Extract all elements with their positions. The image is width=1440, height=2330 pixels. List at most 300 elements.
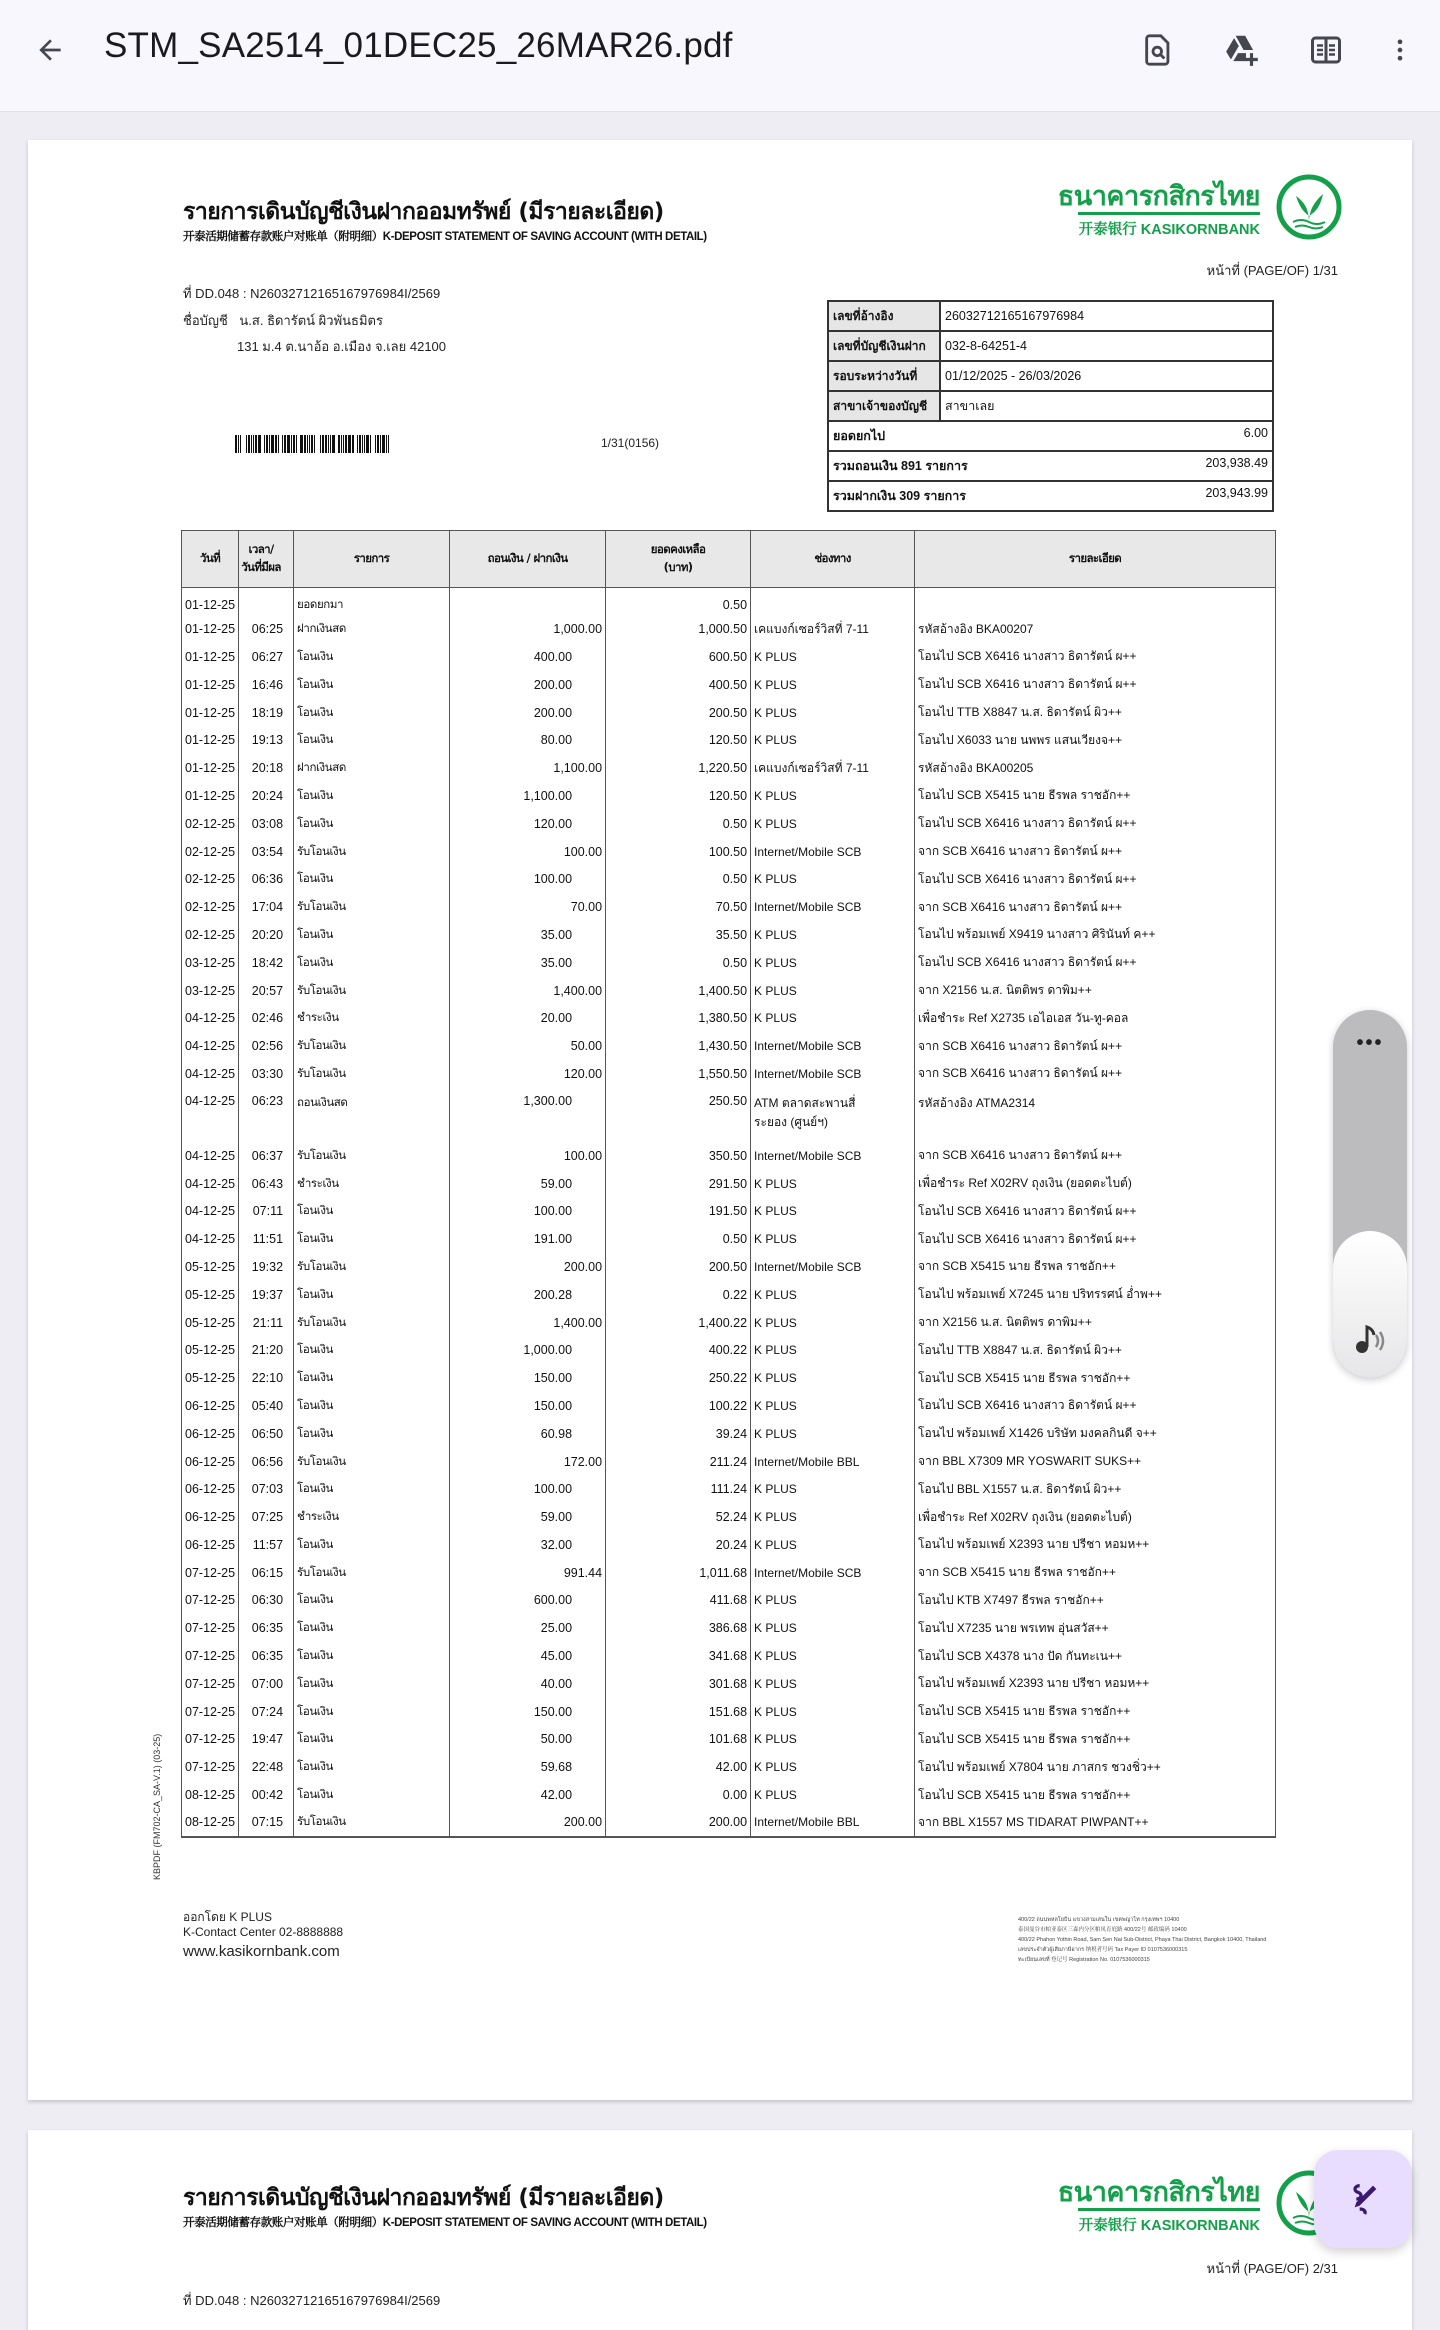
row-time: 19:13 (239, 726, 294, 754)
row-balance: 0.50 (606, 949, 751, 977)
row-time: 02:46 (239, 1004, 294, 1032)
row-amount (450, 810, 606, 838)
row-channel: K PLUS (751, 1503, 915, 1531)
row-amount (450, 1420, 606, 1448)
row-balance: 35.50 (606, 921, 751, 949)
row-channel: K PLUS (751, 1392, 915, 1420)
row-amount (450, 1364, 606, 1392)
row-channel: K PLUS (751, 865, 915, 893)
row-channel: K PLUS (751, 726, 915, 754)
withdraw-amount: 32.00 (540, 1537, 573, 1552)
summary-row-withdraw (828, 451, 1273, 481)
form-code: KBPDF (FM702-CA_SA-V.1) (03-25) (152, 1733, 162, 1880)
row-transaction-type: โอนเงิน (294, 949, 450, 977)
row-detail: จาก SCB X5415 นาย ธีรพล ราชอัก++ (915, 1559, 1276, 1587)
row-transaction-type: โอนเงิน (294, 726, 450, 754)
row-channel: K PLUS (751, 1726, 915, 1754)
address-line: ทะเบียนเลขที่ 登记号 Registration No. 0107536000315 (1018, 1957, 1150, 1963)
row-balance: 200.50 (606, 1253, 751, 1281)
row-transaction-type: โอนเงิน (294, 1642, 450, 1670)
table-row (182, 1726, 1276, 1754)
row-time: 22:10 (239, 1364, 294, 1392)
row-amount (450, 671, 606, 699)
page-indicator: หน้าที่ (PAGE/OF) 2/31 (1206, 2261, 1338, 2276)
row-date: 02-12-25 (182, 921, 239, 949)
table-row (182, 699, 1276, 727)
row-detail: โอนไป พร้อมเพย์ X7804 นาย ภาสกร ชวงชิ่ว++ (915, 1753, 1276, 1781)
withdraw-amount: 40.00 (540, 1676, 573, 1691)
withdraw-amount: 100.00 (533, 872, 573, 887)
row-time: 06:35 (239, 1642, 294, 1670)
kasikornbank-logo (1057, 2170, 1342, 2250)
barcode-bar (343, 435, 344, 453)
row-detail: รหัสอ้างอิง BKA00205 (915, 754, 1276, 782)
barcode-bar (377, 435, 379, 453)
row-amount (450, 588, 606, 616)
col-time-label: เวลา/ วันที่มีผล (241, 542, 281, 574)
ref-no-value: 26032712165167976984 (940, 301, 1273, 331)
row-date: 05-12-25 (182, 1336, 239, 1364)
row-transaction-type: ยอดยกมา (294, 588, 450, 616)
barcode-bar (284, 435, 286, 453)
row-time: 18:42 (239, 949, 294, 977)
row-detail: โอนไป SCB X5415 นาย ธีรพล ราชอัก++ (915, 1726, 1276, 1754)
row-amount (450, 1281, 606, 1309)
withdraw-amount: 150.00 (533, 1398, 573, 1413)
row-date: 07-12-25 (182, 1698, 239, 1726)
summary-row-period (828, 361, 1273, 391)
page-indicator: หน้าที่ (PAGE/OF) 1/31 (1206, 263, 1338, 278)
row-channel: K PLUS (751, 1170, 915, 1198)
row-amount (450, 838, 606, 866)
pdf-page-1 (28, 140, 1412, 2100)
row-balance: 211.24 (606, 1448, 751, 1476)
row-detail: จาก BBL X1557 MS TIDARAT PIWPANT++ (915, 1809, 1276, 1837)
table-row (182, 1336, 1276, 1364)
barcode-bar (330, 435, 331, 453)
row-time: 20:24 (239, 782, 294, 810)
barcode-bar (357, 435, 358, 453)
volume-slider[interactable] (1333, 1010, 1407, 1378)
row-amount (450, 726, 606, 754)
row-transaction-type: โอนเงิน (294, 865, 450, 893)
table-row (182, 643, 1276, 671)
row-date: 06-12-25 (182, 1420, 239, 1448)
row-detail: โอนไป SCB X6416 นางสาว ธิดารัตน์ ผ++ (915, 1225, 1276, 1253)
account-no-value: 032-8-64251-4 (940, 331, 1273, 361)
volume-more-icon[interactable]: ••• (1356, 1032, 1384, 1054)
more-vert-icon (1386, 33, 1414, 67)
row-amount (450, 643, 606, 671)
row-time: 06:36 (239, 865, 294, 893)
barcode-bar (388, 435, 389, 453)
barcode-bar (375, 435, 376, 453)
row-amount (450, 1642, 606, 1670)
row-amount (450, 1726, 606, 1754)
barcode-bar (380, 435, 381, 453)
row-balance: 101.68 (606, 1726, 751, 1754)
row-amount (450, 1392, 606, 1420)
row-channel: K PLUS (751, 1781, 915, 1809)
bank-name-thai: ธนาคารกสิกรไทย (1057, 181, 1260, 212)
back-button[interactable] (30, 30, 70, 70)
barcode-bar (296, 435, 297, 453)
row-detail: จาก SCB X6416 นางสาว ธิดารัตน์ ผ++ (915, 893, 1276, 921)
row-balance: 42.00 (606, 1753, 751, 1781)
row-transaction-type: โอนเงิน (294, 1531, 450, 1559)
row-balance: 1,430.50 (606, 1032, 751, 1060)
table-row (182, 1753, 1276, 1781)
account-holder-name: น.ส. ธิดารัตน์ ผิวพันธมิตร (239, 313, 383, 328)
row-balance: 411.68 (606, 1587, 751, 1615)
row-transaction-type: รับโอนเงิน (294, 838, 450, 866)
table-row (182, 1170, 1276, 1198)
row-time: 06:43 (239, 1170, 294, 1198)
barcode-bar (266, 435, 268, 453)
row-transaction-type: โอนเงิน (294, 1726, 450, 1754)
barcode-bar (293, 435, 295, 453)
withdraw-amount: 45.00 (540, 1649, 573, 1664)
row-detail: รหัสอ้างอิง BKA00207 (915, 615, 1276, 643)
transactions-body (182, 588, 1276, 1837)
save-to-drive-button[interactable] (1218, 26, 1266, 74)
barcode-bar (235, 435, 237, 453)
row-transaction-type: โอนเงิน (294, 782, 450, 810)
pdf-page-2 (28, 2130, 1412, 2330)
row-transaction-type: โอนเงิน (294, 1753, 450, 1781)
row-balance: 39.24 (606, 1420, 751, 1448)
row-date: 05-12-25 (182, 1309, 239, 1337)
row-date: 08-12-25 (182, 1781, 239, 1809)
transactions-table (181, 530, 1276, 1838)
row-transaction-type: รับโอนเงิน (294, 1309, 450, 1337)
annotate-pen-button[interactable] (1314, 2150, 1412, 2248)
account-name-row (183, 310, 383, 331)
row-date: 04-12-25 (182, 1142, 239, 1170)
row-time: 06:27 (239, 643, 294, 671)
row-time: 17:04 (239, 893, 294, 921)
row-date: 03-12-25 (182, 977, 239, 1005)
table-row (182, 1364, 1276, 1392)
row-date: 06-12-25 (182, 1503, 239, 1531)
row-amount (450, 1698, 606, 1726)
table-row (182, 949, 1276, 977)
row-channel: K PLUS (751, 1475, 915, 1503)
row-time: 05:40 (239, 1392, 294, 1420)
row-detail: โอนไป พร้อมเพย์ X2393 นาย ปรีชา หอมห++ (915, 1670, 1276, 1698)
bank-name-english: 开泰银行 KASIKORNBANK (1078, 2218, 1260, 2234)
row-detail: โอนไป SCB X5415 นาย ธีรพล ราชอัก++ (915, 1698, 1276, 1726)
row-channel: K PLUS (751, 1225, 915, 1253)
table-row (182, 1392, 1276, 1420)
withdraw-amount: 35.00 (540, 955, 573, 970)
table-row (182, 1448, 1276, 1476)
row-detail: จาก SCB X5415 นาย ธีรพล ราชอัก++ (915, 1253, 1276, 1281)
row-channel: เคแบงก์เซอร์วิสที่ 7-11 (751, 615, 915, 643)
row-channel: K PLUS (751, 949, 915, 977)
row-date: 07-12-25 (182, 1642, 239, 1670)
barcode-bar (269, 435, 270, 453)
row-date: 01-12-25 (182, 754, 239, 782)
row-balance: 600.50 (606, 643, 751, 671)
table-row (182, 1503, 1276, 1531)
row-date: 01-12-25 (182, 699, 239, 727)
table-row (182, 1614, 1276, 1642)
barcode-bar (238, 435, 239, 453)
table-row (182, 1587, 1276, 1615)
document-reference: ที่ DD.048 : N26032712165167976984I/2569 (183, 286, 441, 301)
document-title: STM_SA2514_01DEC25_26MAR26.pdf (104, 26, 733, 65)
row-time: 11:57 (239, 1531, 294, 1559)
deposit-amount: 50.00 (570, 1039, 603, 1054)
row-date: 07-12-25 (182, 1753, 239, 1781)
row-balance: 0.50 (606, 865, 751, 893)
row-balance: 120.50 (606, 726, 751, 754)
row-detail: เพื่อชำระ Ref X02RV ถุงเงิน (ยอดตะไบต์) (915, 1503, 1276, 1531)
barcode-bar (304, 435, 306, 453)
row-transaction-type: โอนเงิน (294, 810, 450, 838)
withdraw-amount: 400.00 (533, 649, 573, 664)
barcode-bar (251, 435, 252, 453)
statement-title: รายการเดินบัญชีเงินฝากออมทรัพย์ (มีรายละเอียด) (183, 199, 664, 225)
barcode-bar (287, 435, 290, 453)
summary-row-ref (828, 301, 1273, 331)
row-balance: 1,000.50 (606, 615, 751, 643)
row-channel: K PLUS (751, 1753, 915, 1781)
row-time: 22:48 (239, 1753, 294, 1781)
barcode-bar (362, 435, 363, 453)
barcode-bar (348, 435, 351, 453)
row-channel: K PLUS (751, 643, 915, 671)
table-row (182, 810, 1276, 838)
row-transaction-type: โอนเงิน (294, 1392, 450, 1420)
row-channel: K PLUS (751, 782, 915, 810)
withdraw-amount: 200.28 (533, 1287, 573, 1302)
row-time: 07:03 (239, 1475, 294, 1503)
statement-subtitle: 开泰活期储蓄存款账户对账单（附明细）K-DEPOSIT STATEMENT OF SAVING ACCOUNT (WITH DETAIL) (183, 231, 707, 243)
withdraw-amount: 200.00 (533, 705, 573, 720)
row-channel: K PLUS (751, 1197, 915, 1225)
row-time: 06:25 (239, 615, 294, 643)
row-amount (450, 1142, 606, 1170)
row-amount (450, 865, 606, 893)
row-detail: โอนไป X7235 นาย พรเทพ อุ่นสวัส++ (915, 1614, 1276, 1642)
row-detail (915, 588, 1276, 616)
row-detail: โอนไป พร้อมเพย์ X1426 บริษัท มงคลกินดี จ++ (915, 1420, 1276, 1448)
footer-contact (183, 1910, 343, 1959)
carry-forward-value: 6.00 (1243, 426, 1268, 440)
account-address: 131 ม.4 ต.นาอ้อ อ.เมือง จ.เลย 42100 (237, 339, 447, 354)
barcode-bar (314, 435, 315, 453)
row-time: 06:35 (239, 1614, 294, 1642)
footer-address (1018, 1915, 1283, 1965)
row-channel: Internet/Mobile SCB (751, 1032, 915, 1060)
deposit-amount: 100.00 (563, 844, 603, 859)
deposit-amount: 200.00 (563, 1815, 603, 1830)
address-line: เลขประจำตัวผู้เสียภาษีอากร 纳税者号码 Tax Payer ID 0107536000315 (1018, 1947, 1188, 1953)
row-time: 07:00 (239, 1670, 294, 1698)
row-date: 05-12-25 (182, 1253, 239, 1281)
row-date: 01-12-25 (182, 643, 239, 671)
barcode-bar (359, 435, 361, 453)
withdraw-amount: 600.00 (533, 1593, 573, 1608)
barcode-bar (300, 435, 303, 453)
row-balance: 1,550.50 (606, 1060, 751, 1088)
row-date: 04-12-25 (182, 1088, 239, 1142)
row-amount (450, 1531, 606, 1559)
row-date: 04-12-25 (182, 1170, 239, 1198)
table-row (182, 865, 1276, 893)
more-options-button[interactable] (1378, 26, 1422, 74)
row-time: 19:47 (239, 1726, 294, 1754)
deposit-amount: 120.00 (563, 1066, 603, 1081)
statement-subtitle: 开泰活期储蓄存款账户对账单（附明细）K-DEPOSIT STATEMENT OF SAVING ACCOUNT (WITH DETAIL) (183, 2217, 707, 2229)
table-row (182, 1142, 1276, 1170)
col-time (239, 531, 294, 588)
table-row (182, 1225, 1276, 1253)
row-balance: 100.22 (606, 1392, 751, 1420)
row-amount (450, 699, 606, 727)
search-in-document-button[interactable] (1134, 26, 1182, 74)
row-detail: จาก BBL X7309 MR YOSWARIT SUKS++ (915, 1448, 1276, 1476)
row-channel: K PLUS (751, 1642, 915, 1670)
barcode-bar (248, 435, 250, 453)
table-row (182, 1531, 1276, 1559)
row-time (239, 588, 294, 616)
row-channel: K PLUS (751, 1336, 915, 1364)
statement-title: รายการเดินบัญชีเงินฝากออมทรัพย์ (มีรายละเอียด) (183, 2185, 664, 2211)
barcode-bar (352, 435, 354, 453)
barcode-bar (332, 435, 335, 453)
row-channel: K PLUS (751, 1531, 915, 1559)
row-balance: 200.50 (606, 699, 751, 727)
row-time: 07:15 (239, 1809, 294, 1837)
withdraw-amount: 1,300.00 (523, 1093, 573, 1108)
row-balance: 120.50 (606, 782, 751, 810)
row-date: 07-12-25 (182, 1670, 239, 1698)
barcode-bar (258, 435, 261, 453)
barcode-bar (275, 435, 277, 453)
draw-pen-icon (1343, 2179, 1383, 2219)
row-transaction-type: ถอนเงินสด (294, 1088, 450, 1142)
withdraw-amount: 150.00 (533, 1704, 573, 1719)
row-amount (450, 1060, 606, 1088)
barcode-bar (382, 435, 385, 453)
row-channel: K PLUS (751, 810, 915, 838)
col-balance (606, 531, 751, 588)
row-detail: โอนไป พร้อมเพย์ X9419 นางสาว ศิรินันท์ ค++ (915, 921, 1276, 949)
total-deposit-value: 203,943.99 (1205, 486, 1268, 500)
row-transaction-type: โอนเงิน (294, 1420, 450, 1448)
row-time: 03:30 (239, 1060, 294, 1088)
withdraw-amount: 59.00 (540, 1510, 573, 1525)
barcode-bar (370, 435, 371, 453)
reading-mode-button[interactable] (1302, 26, 1350, 74)
row-date: 06-12-25 (182, 1448, 239, 1476)
row-balance: 400.50 (606, 671, 751, 699)
document-search-icon (1141, 33, 1175, 67)
row-date: 06-12-25 (182, 1475, 239, 1503)
contact-center: K-Contact Center 02-8888888 (183, 1925, 344, 1939)
row-channel: K PLUS (751, 1364, 915, 1392)
row-transaction-type: โอนเงิน (294, 1475, 450, 1503)
withdraw-amount: 1,000.00 (523, 1343, 573, 1358)
row-balance: 0.00 (606, 1781, 751, 1809)
row-time: 02:56 (239, 1032, 294, 1060)
kasikornbank-logo (1057, 174, 1342, 254)
row-time: 21:11 (239, 1309, 294, 1337)
row-channel: เคแบงก์เซอร์วิสที่ 7-11 (751, 754, 915, 782)
row-balance: 191.50 (606, 1197, 751, 1225)
app-bar (0, 0, 1440, 112)
row-balance: 111.24 (606, 1475, 751, 1503)
row-balance: 70.50 (606, 893, 751, 921)
barcode-bar (325, 435, 327, 453)
barcode-bar (338, 435, 340, 453)
table-row (182, 1060, 1276, 1088)
row-transaction-type: โอนเงิน (294, 1781, 450, 1809)
row-amount (450, 1004, 606, 1032)
row-transaction-type: โอนเงิน (294, 1281, 450, 1309)
row-time: 06:23 (239, 1088, 294, 1142)
withdraw-amount: 200.00 (533, 677, 573, 692)
row-balance: 0.50 (606, 588, 751, 616)
row-balance: 20.24 (606, 1531, 751, 1559)
row-detail: โอนไป TTB X8847 น.ส. ธิดารัตน์ ผิว++ (915, 699, 1276, 727)
row-channel: K PLUS (751, 921, 915, 949)
summary-row-deposit (828, 481, 1273, 511)
row-transaction-type: โอนเงิน (294, 1614, 450, 1642)
row-amount (450, 1503, 606, 1531)
row-detail: โอนไป X6033 นาย นพพร แสนเวียงจ++ (915, 726, 1276, 754)
row-channel: Internet/Mobile SCB (751, 1142, 915, 1170)
barcode-bar (341, 435, 342, 453)
table-header-row (182, 531, 1276, 588)
barcode-bar (328, 435, 329, 453)
row-date: 04-12-25 (182, 1060, 239, 1088)
barcode-bar (255, 435, 257, 453)
total-withdraw-value: 203,938.49 (1205, 456, 1268, 470)
col-channel: ช่องทาง (751, 531, 915, 588)
col-transaction: รายการ (294, 531, 450, 588)
row-time: 07:25 (239, 1503, 294, 1531)
table-row (182, 671, 1276, 699)
row-balance: 0.50 (606, 810, 751, 838)
row-date: 01-12-25 (182, 726, 239, 754)
table-row (182, 782, 1276, 810)
row-amount (450, 1253, 606, 1281)
withdraw-amount: 100.00 (533, 1204, 573, 1219)
row-transaction-type: รับโอนเงิน (294, 1032, 450, 1060)
table-row (182, 1420, 1276, 1448)
row-detail: โอนไป SCB X6416 นางสาว ธิดารัตน์ ผ++ (915, 1392, 1276, 1420)
music-note-sound-icon[interactable] (1333, 1319, 1407, 1364)
row-channel: K PLUS (751, 699, 915, 727)
table-row (182, 1004, 1276, 1032)
row-transaction-type: โอนเงิน (294, 1670, 450, 1698)
account-summary-table (827, 300, 1274, 512)
row-date: 07-12-25 (182, 1587, 239, 1615)
col-balance-label: ยอดคงเหลือ (บาท) (650, 542, 706, 574)
col-amount: ถอนเงิน / ฝากเงิน (450, 531, 606, 588)
row-balance: 151.68 (606, 1698, 751, 1726)
table-row (182, 726, 1276, 754)
row-channel: Internet/Mobile SCB (751, 1253, 915, 1281)
row-date: 02-12-25 (182, 838, 239, 866)
row-time: 20:18 (239, 754, 294, 782)
row-date: 07-12-25 (182, 1614, 239, 1642)
barcode-bar (291, 435, 292, 453)
